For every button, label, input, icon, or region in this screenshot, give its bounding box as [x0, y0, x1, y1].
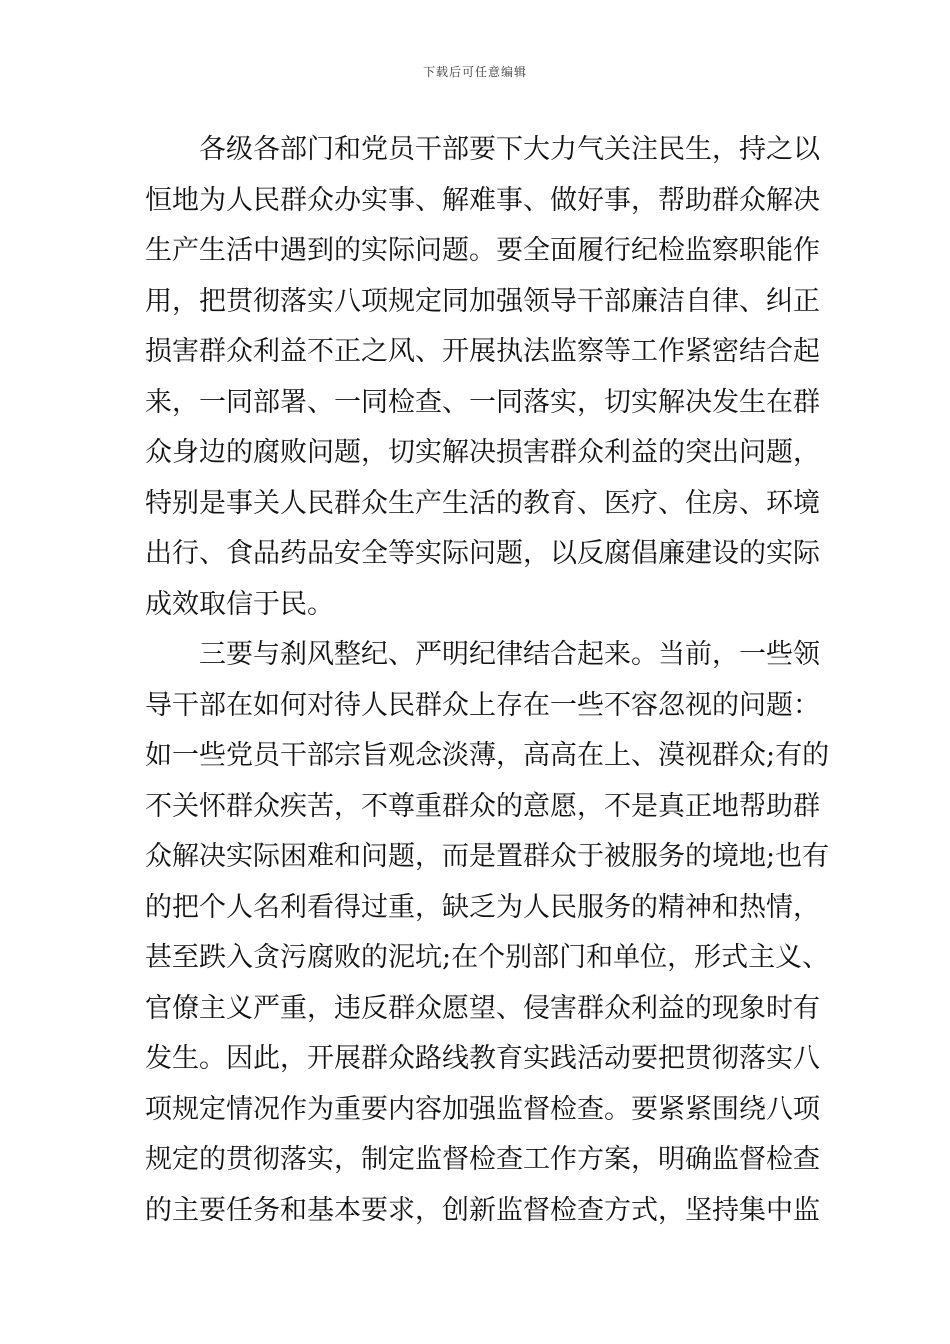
text-line: 生产生活中遇到的实际问题。要全面履行纪检监察职能作 — [145, 235, 820, 266]
text-line: 不关怀群众疾苦，不尊重群众的意愿，不是真正地帮助群 — [145, 790, 820, 822]
text-line: 众解决实际困难和问题，而是置群众于被服务的境地;也有 — [145, 841, 830, 872]
text-line: 出行、食品药品安全等实际问题，以反腐倡廉建设的实际 — [145, 538, 820, 569]
page-header: 下载后可任意编辑 — [422, 65, 527, 79]
text-line: 恒地为人民群众办实事、解难事、做好事，帮助群众解决 — [145, 184, 820, 216]
text-line: 导干部在如何对待人民群众上存在一些不容忽视的问题： — [145, 689, 820, 721]
paragraph-2 — [145, 630, 830, 1236]
text-line: 损害群众利益不正之风、开展执法监察等工作紧密结合起 — [145, 336, 820, 367]
text-line: 各级各部门和党员干部要下大力气关注民生，持之以 — [199, 134, 820, 165]
text-line: 官僚主义严重，违反群众愿望、侵害群众利益的现象时有 — [145, 992, 820, 1024]
text-line: 众身边的腐败问题，切实解决损害群众利益的突出问题， — [145, 437, 820, 468]
text-line: 来，一同部署、一同检查、一同落实，切实解决发生在群 — [145, 386, 820, 418]
text-line: 特别是事关人民群众生产生活的教育、医疗、住房、环境 — [145, 487, 820, 519]
paragraph-1 — [145, 125, 820, 630]
document-body — [145, 125, 830, 1236]
text-line: 甚至跌入贪污腐败的泥坑;在个别部门和单位，形式主义、 — [145, 942, 830, 973]
text-line: 发生。因此，开展群众路线教育实践活动要把贯彻落实八 — [145, 1043, 820, 1074]
text-line: 如一些党员干部宗旨观念淡薄，高高在上、漠视群众;有的 — [145, 740, 830, 771]
text-line: 的把个人名利看得过重，缺乏为人民服务的精神和热情， — [145, 891, 820, 923]
text-line: 成效取信于民。 — [145, 588, 334, 620]
text-line: 的主要任务和基本要求，创新监督检查方式，坚持集中监 — [145, 1194, 820, 1226]
text-line: 项规定情况作为重要内容加强监督检查。要紧紧围绕八项 — [145, 1093, 820, 1125]
text-line: 用，把贯彻落实八项规定同加强领导干部廉洁自律、纠正 — [145, 285, 820, 317]
text-line: 规定的贯彻落实，制定监督检查工作方案，明确监督检查 — [145, 1144, 820, 1175]
text-line: 三要与刹风整纪、严明纪律结合起来。当前，一些领 — [199, 639, 820, 670]
